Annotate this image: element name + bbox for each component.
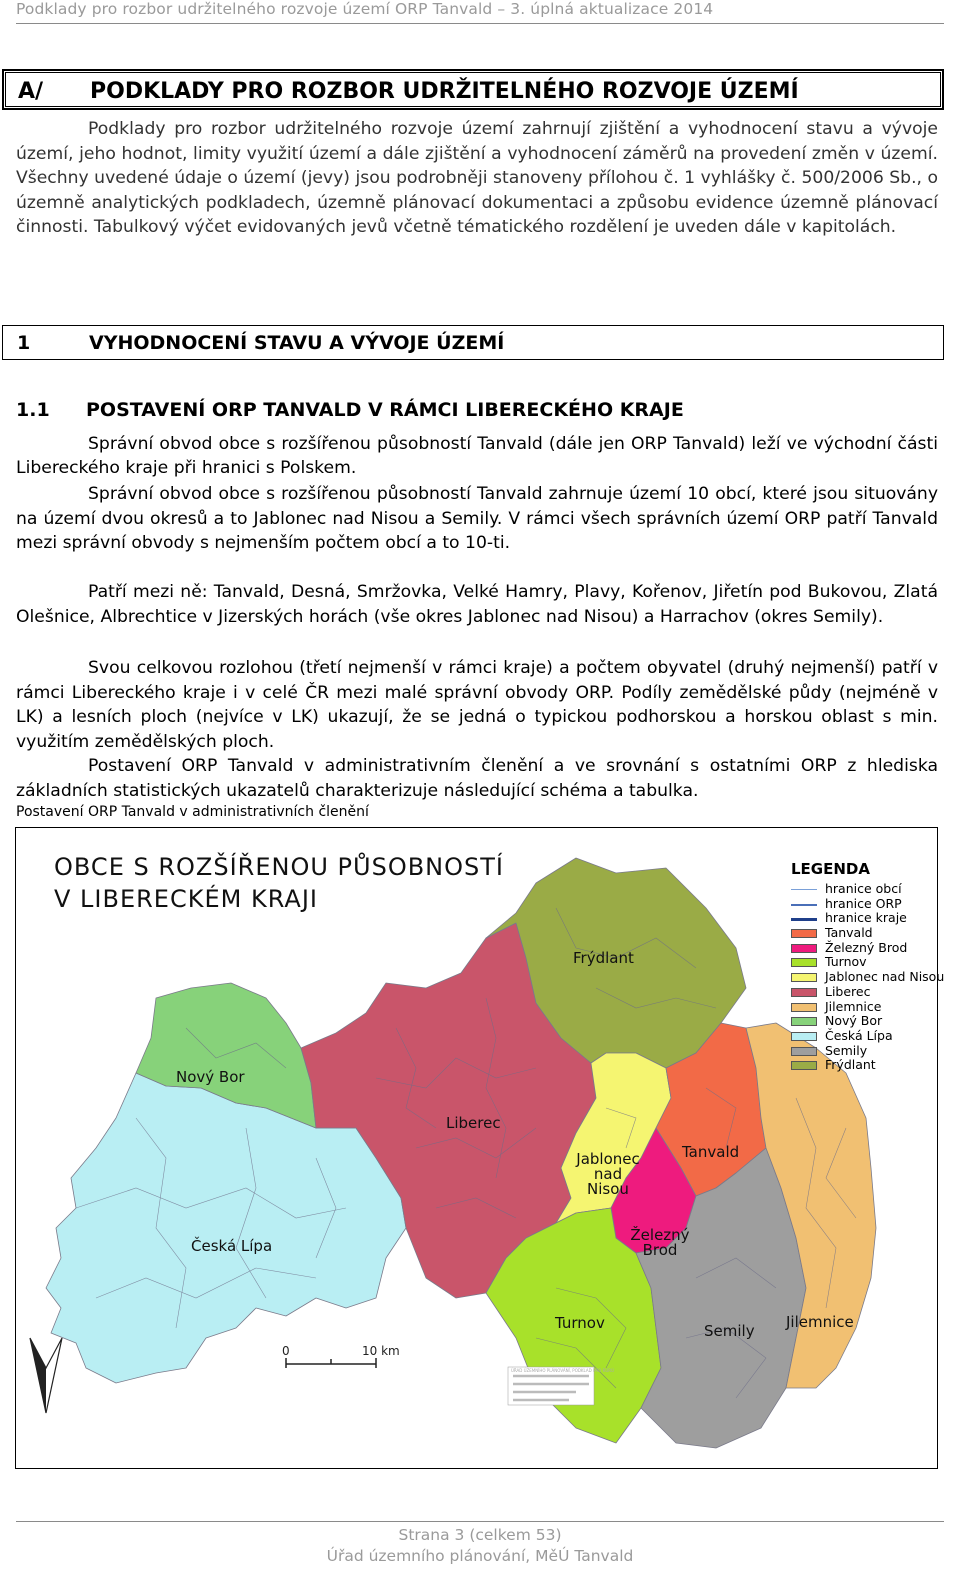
footer-office: Úřad územního plánování, MěÚ Tanvald — [326, 1547, 634, 1565]
paragraph-text: Patří mezi ně: Tanvald, Desná, Smržovka, Velké Hamry, Plavy, Kořenov, Jiřetín pod Bukovou, Zlatá Olešnice, Albrechtice v Jizerských horách (vše okres Jablonec nad Nisou) a Harrachov (okres Semily). — [16, 582, 938, 627]
label-ceska-lipa: Česká Lípa — [191, 1237, 273, 1255]
section-1-title: VYHODNOCENÍ STAVU A VÝVOJE ÚZEMÍ — [89, 332, 505, 354]
legend-area-item — [791, 941, 944, 956]
map-title-line-1: OBCE S ROZŠÍŘENOU PŮSOBNOSTÍ — [54, 853, 504, 881]
paragraph-text: Správní obvod obce s rozšířenou působností Tanvald zahrnuje území 10 obcí, které jsou situovány na území dvou okresů a to Jablonec nad Nisou a Semily. V rámci všech správních území ORP patří Tanvald mezi správní obvody s nejmenším počtem obcí a to 10-ti. — [16, 484, 938, 554]
label-zelezny-line-1: Železný — [630, 1226, 690, 1244]
legend-area-item — [791, 1058, 944, 1073]
legend-area-item — [791, 1044, 944, 1059]
north-arrow — [30, 1338, 62, 1413]
legend-line-swatch — [791, 918, 817, 921]
legend-line-item — [791, 897, 944, 912]
map-legend — [791, 860, 944, 1073]
stamp-text: ÚŘAD ÚZEMNÍHO PLÁNOVÁNÍ, PODKLAD PRO RURÚ — [511, 1368, 614, 1373]
legend-area-item — [791, 1014, 944, 1029]
legend-area-label: Tanvald — [825, 925, 873, 941]
legend-area-list — [791, 926, 944, 1073]
legend-line-label: hranice kraje — [825, 910, 907, 926]
legend-area-label: Turnov — [825, 954, 867, 970]
label-turnov: Turnov — [555, 1314, 605, 1332]
running-header-text: Podklady pro rozbor udržitelného rozvoje území ORP Tanvald – 3. úplná aktualizace 2014 — [16, 0, 714, 18]
label-zelezny-brod — [626, 1228, 694, 1258]
paragraph — [16, 482, 938, 556]
section-1-heading — [2, 325, 944, 360]
paragraph — [16, 754, 938, 803]
legend-area-label: Česká Lípa — [825, 1027, 893, 1043]
label-jilemnice: Jilemnice — [786, 1313, 854, 1331]
legend-area-swatch — [791, 973, 817, 982]
legend-area-item — [791, 970, 944, 985]
section-1-1-title: POSTAVENÍ ORP TANVALD V RÁMCI LIBERECKÉHO KRAJE — [86, 399, 684, 421]
legend-area-label: Semily — [825, 1042, 868, 1058]
label-tanvald: Tanvald — [682, 1143, 740, 1161]
section-a-title: PODKLADY PRO ROZBOR UDRŽITELNÉHO ROZVOJE ÚZEMÍ — [90, 79, 799, 104]
label-frydlant: Frýdlant — [573, 949, 634, 967]
header-divider — [16, 23, 944, 24]
label-liberec: Liberec — [446, 1114, 501, 1132]
running-header — [0, 0, 960, 22]
paragraph — [16, 432, 938, 481]
legend-line-label: hranice obcí — [825, 881, 902, 896]
legend-area-swatch — [791, 1047, 817, 1056]
legend-area-item — [791, 985, 944, 1000]
label-jablonec-line-1: Jablonec — [576, 1150, 640, 1168]
scale-bar — [286, 1358, 376, 1368]
section-a-number: A/ — [18, 79, 44, 104]
paragraph-text: Svou celkovou rozlohou (třetí nejmenší v rámci kraje) a počtem obyvatel (druhý nejmenší) patří v rámci Libereckého kraje i v celé ČR mezi malé správní obvody ORP. Podíly zemědělské půdy (nejméně v LK) a lesních ploch (nejvíce v LK) ukazují, že se jedná o typickou podhorskou a horskou oblast s min. využitím zemědělských ploch. — [16, 658, 938, 752]
footer-page: Strana 3 (celkem 53) — [398, 1526, 562, 1544]
section-1-number: 1 — [17, 332, 31, 354]
legend-line-list — [791, 882, 944, 926]
orp-map — [15, 827, 945, 1469]
legend-area-label: Nový Bor — [825, 1013, 883, 1029]
legend-area-item — [791, 926, 944, 941]
label-jablonec — [572, 1152, 644, 1197]
legend-line-swatch — [791, 889, 817, 890]
label-semily: Semily — [704, 1322, 755, 1340]
paragraph-text: Postavení ORP Tanvald v administrativním členění a ve srovnání s ostatními ORP z hlediska základních statistických ukazatelů charakterizuje následující schéma a tabulka. — [16, 756, 938, 801]
scale-start-label: 0 — [282, 1344, 290, 1358]
paragraph — [16, 656, 938, 754]
label-jablonec-line-2: nad — [593, 1165, 623, 1183]
label-jablonec-line-3: Nisou — [587, 1180, 629, 1198]
legend-area-swatch — [791, 1003, 817, 1012]
legend-title: LEGENDA — [791, 860, 870, 878]
legend-line-label: hranice ORP — [825, 895, 902, 911]
legend-area-label: Jilemnice — [825, 998, 882, 1014]
legend-area-label: Jablonec nad Nisou — [825, 969, 945, 985]
section-a-heading — [2, 69, 944, 110]
section-1-1-heading — [16, 399, 684, 421]
legend-area-swatch — [791, 1061, 817, 1070]
legend-area-item — [791, 1000, 944, 1015]
footer-divider — [16, 1521, 944, 1522]
legend-line-swatch — [791, 904, 817, 906]
label-novy-bor: Nový Bor — [176, 1068, 245, 1086]
legend-area-swatch — [791, 929, 817, 938]
legend-area-label: Železný Brod — [825, 939, 908, 955]
figure-caption: Postavení ORP Tanvald v administrativních členění — [16, 804, 369, 820]
legend-line-item — [791, 882, 944, 897]
paragraph — [16, 580, 938, 629]
legend-area-swatch — [791, 1017, 817, 1026]
legend-area-item — [791, 955, 944, 970]
paragraph-text: Správní obvod obce s rozšířenou působností Tanvald (dále jen ORP Tanvald) leží ve východní části Libereckého kraje při hranici s Polskem. — [16, 434, 938, 479]
intro-paragraph — [16, 117, 938, 240]
section-1-1-number: 1.1 — [16, 399, 50, 421]
legend-line-item — [791, 911, 944, 926]
map-title-line-2: V LIBERECKÉM KRAJI — [54, 885, 318, 913]
label-zelezny-line-2: Brod — [642, 1241, 678, 1259]
legend-area-item — [791, 1029, 944, 1044]
legend-area-swatch — [791, 944, 817, 953]
legend-area-label: Frýdlant — [825, 1057, 876, 1073]
legend-area-swatch — [791, 958, 817, 967]
legend-area-label: Liberec — [825, 983, 871, 999]
scale-end-label: 10 km — [362, 1344, 400, 1358]
legend-area-swatch — [791, 1032, 817, 1041]
legend-area-swatch — [791, 988, 817, 997]
intro-text: Podklady pro rozbor udržitelného rozvoje území zahrnují zjištění a vyhodnocení stavu a vývoje území, jeho hodnot, limity využití území a dále zjištění a vyhodnocení záměrů na provedení změn v území. Všechny uvedené údaje o území (jevy) jsou podrobněji stanoveny přílohou č. 1 vyhlášky č. 500/2006 Sb., o územně analytických podkladech, územně plánovací dokumentaci a způsobu evidence územně plánovací činnosti. Tabulkový výčet evidovaných jevů včetně tématického rozdělení je uveden dále v kapitolách. — [16, 119, 938, 238]
